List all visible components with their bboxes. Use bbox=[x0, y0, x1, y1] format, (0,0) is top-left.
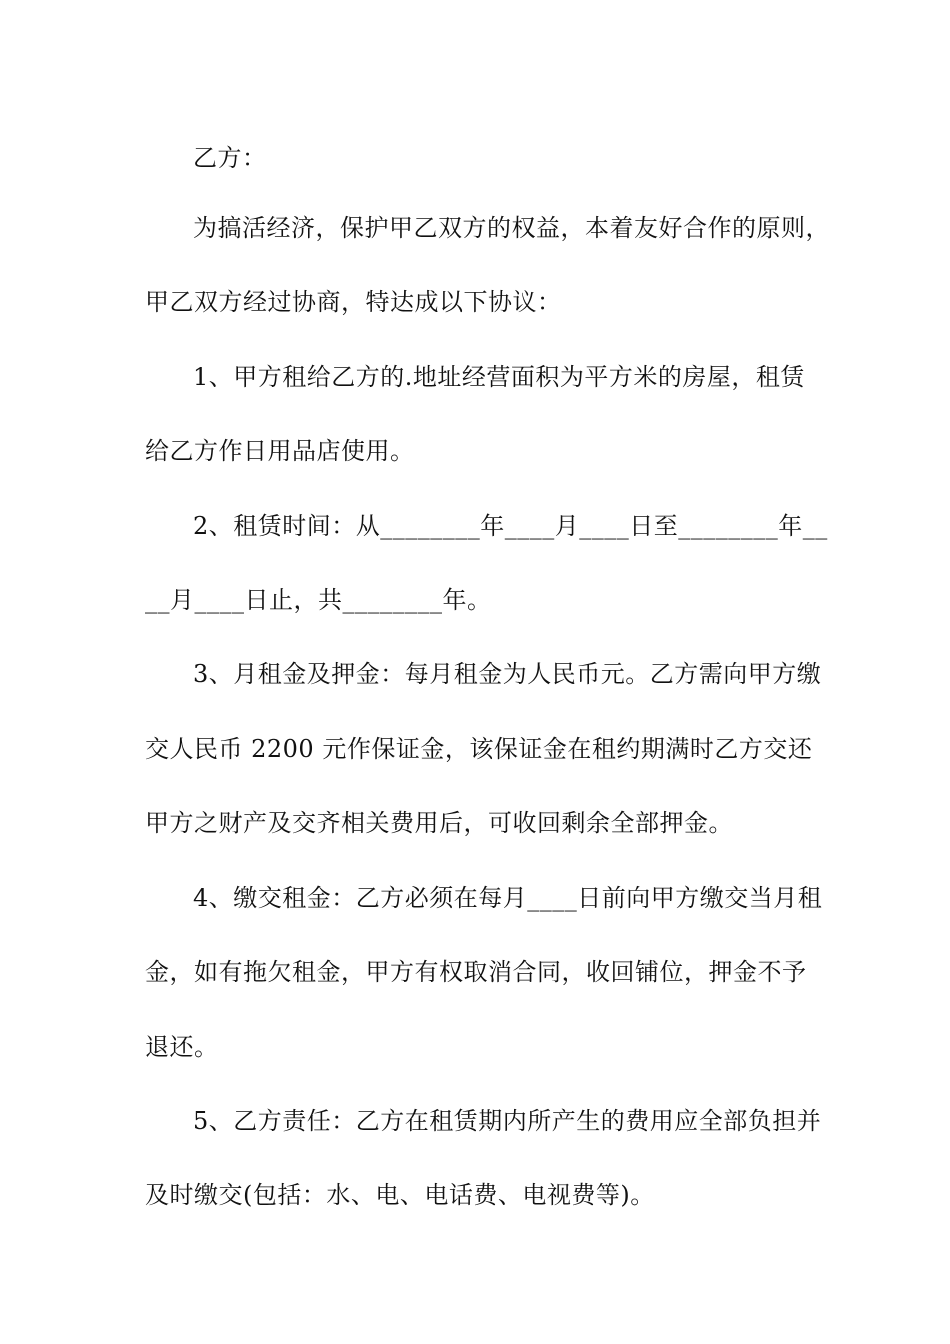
preamble-line-1: 为搞活经济，保护甲乙双方的权益，本着友好合作的原则， bbox=[193, 214, 830, 242]
clause-4-line-1: 4、缴交租金：乙方必须在每月____日前向甲方缴交当月租 bbox=[193, 884, 823, 912]
clause-1-line-1: 1、甲方租给乙方的.地址经营面积为平方米的房屋，租赁 bbox=[193, 363, 805, 391]
clause-3-line-3: 甲方之财产及交齐相关费用后，可收回剩余全部押金。 bbox=[145, 809, 733, 837]
clause-3-line-1: 3、月租金及押金：每月租金为人民币元。乙方需向甲方缴 bbox=[193, 660, 822, 688]
clause-2-line-1: 2、租赁时间：从________年____月____日至________年__ bbox=[193, 512, 828, 540]
clause-3-line-2: 交人民币 2200 元作保证金，该保证金在租约期满时乙方交还 bbox=[145, 735, 813, 763]
clause-2-line-2: __月____日止，共________年。 bbox=[145, 586, 492, 614]
party-b-label: 乙方： bbox=[193, 144, 267, 172]
clause-4-line-3: 退还。 bbox=[145, 1033, 219, 1061]
preamble-line-2: 甲乙双方经过协商，特达成以下协议： bbox=[145, 288, 562, 316]
clause-5-line-1: 5、乙方责任：乙方在租赁期内所产生的费用应全部负担并 bbox=[193, 1107, 822, 1135]
clause-4-line-2: 金，如有拖欠租金，甲方有权取消合同，收回铺位，押金不予 bbox=[145, 958, 807, 986]
clause-1-line-2: 给乙方作日用品店使用。 bbox=[145, 437, 415, 465]
clause-5-line-2: 及时缴交(包括：水、电、电话费、电视费等)。 bbox=[145, 1181, 655, 1209]
